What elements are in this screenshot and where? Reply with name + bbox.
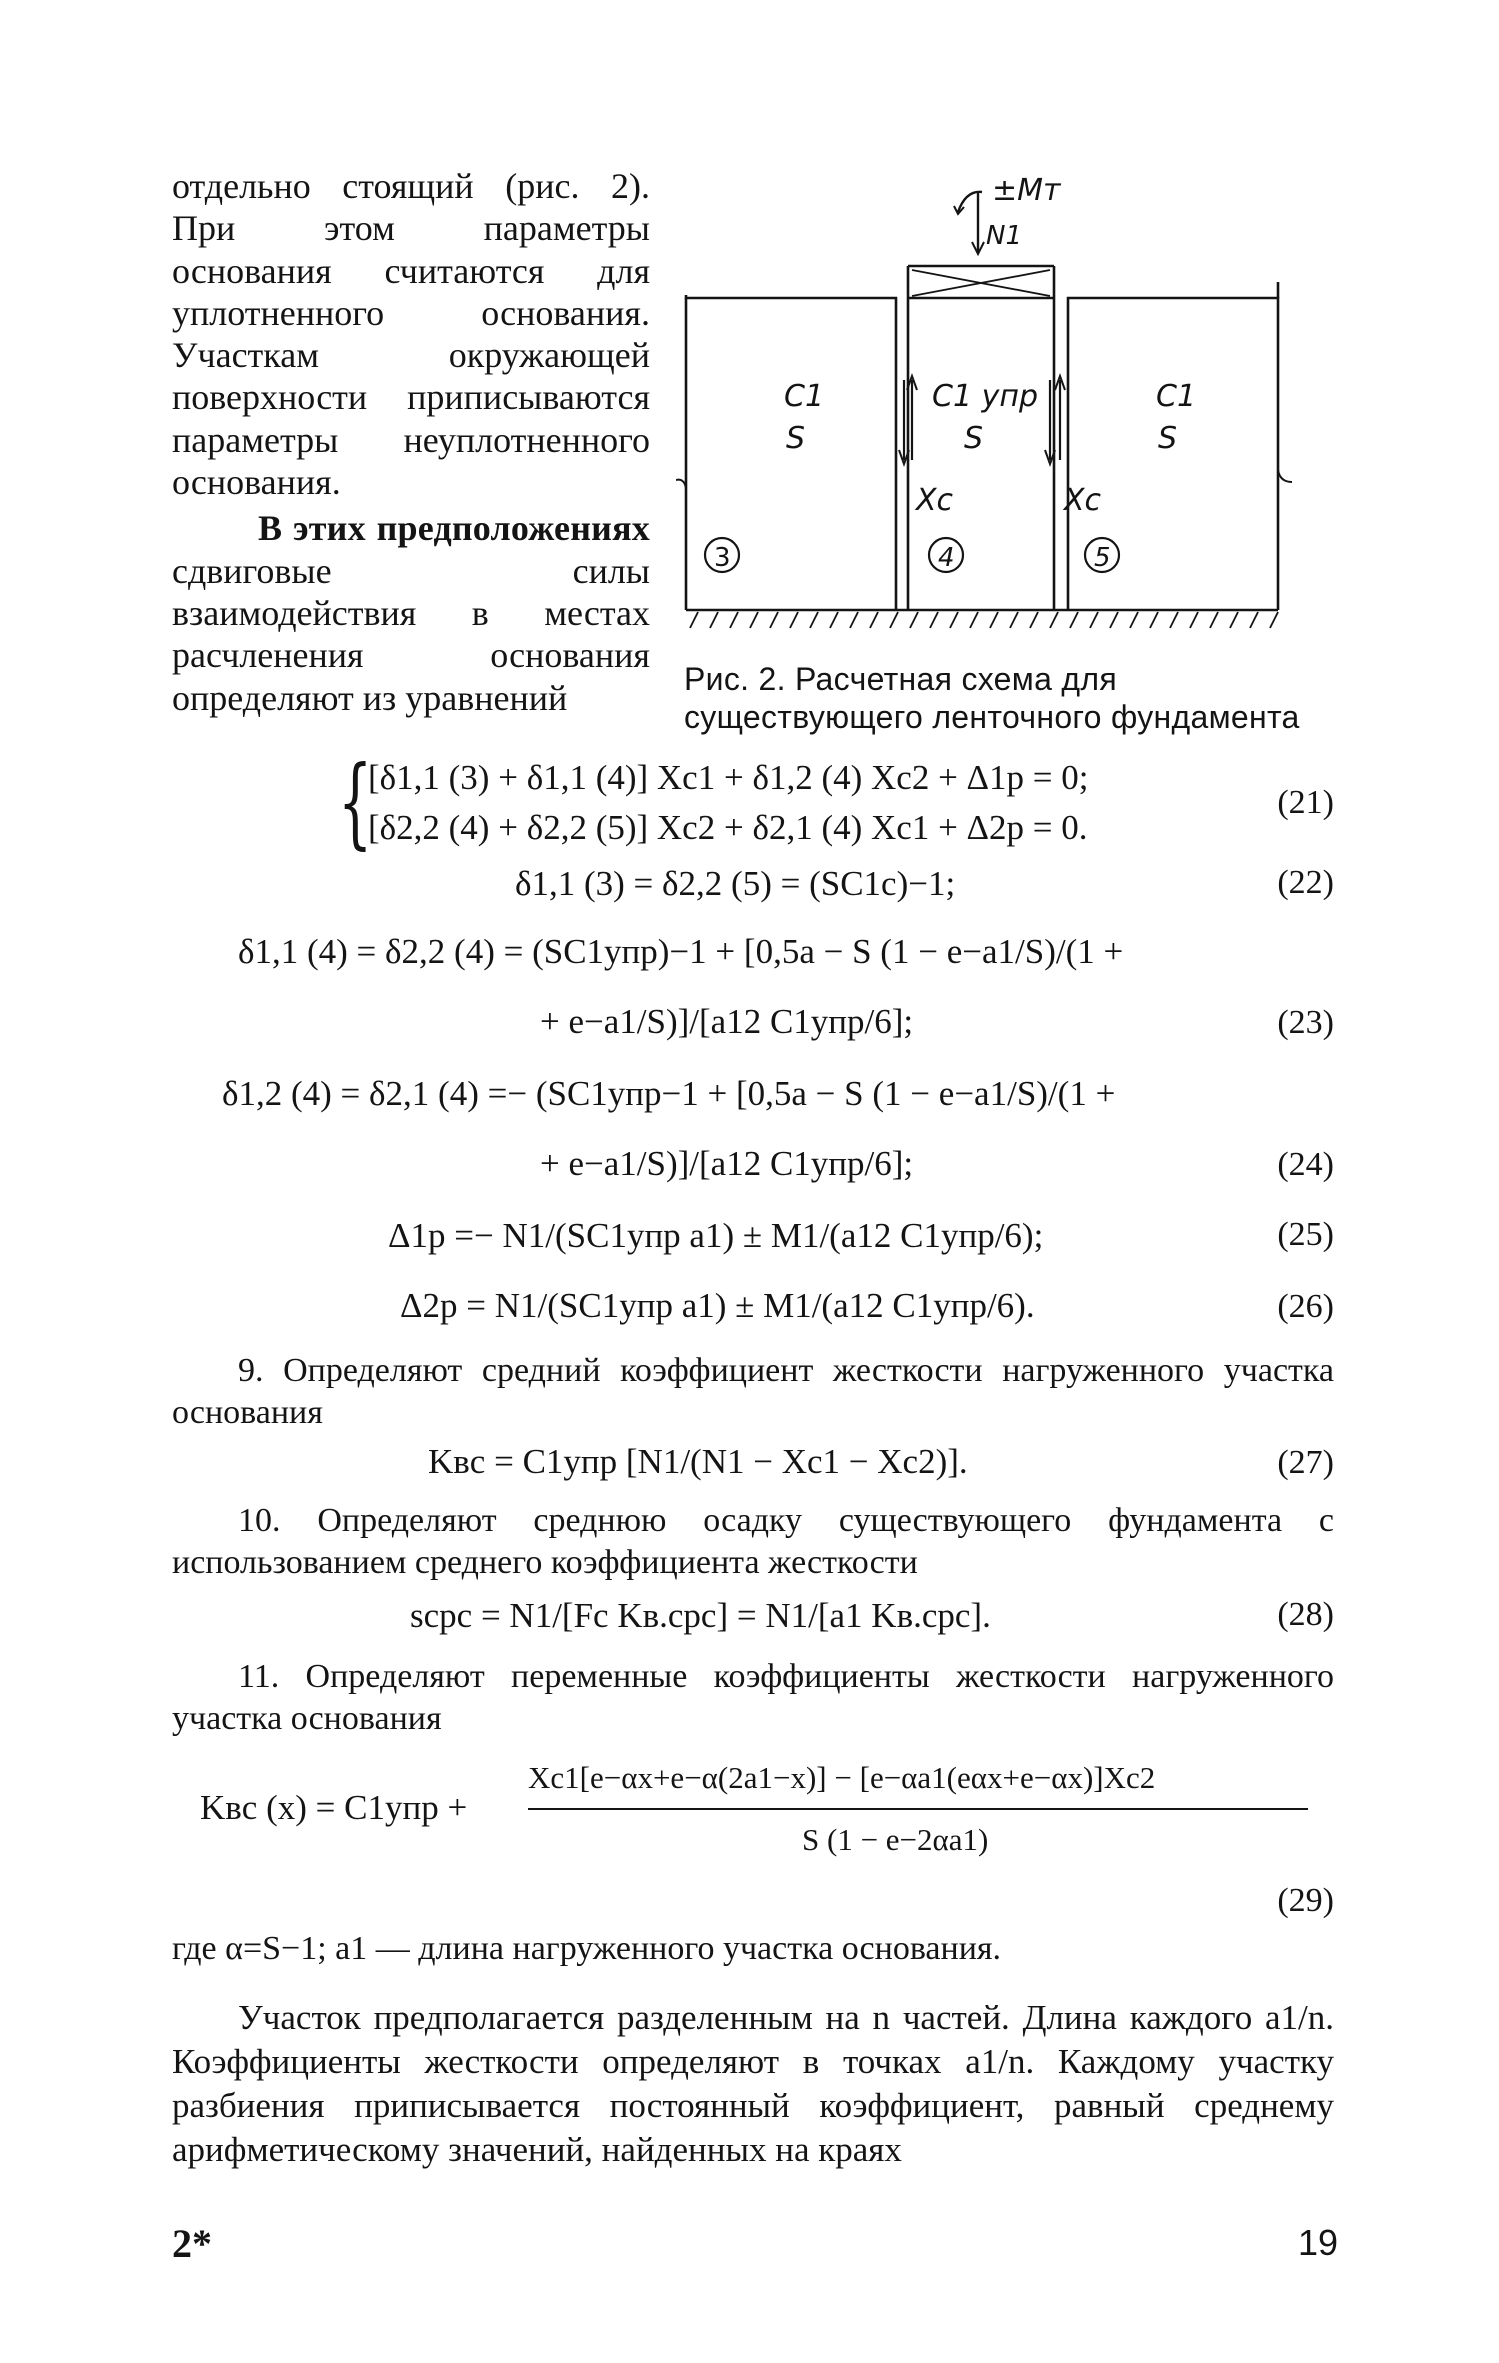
eq29-fraction-bar [528,1808,1308,1810]
eq23-line2: + e−a1/S)]/[a12 C1упр/6]; [540,1002,914,1041]
eq21-line1: [δ1,1 (3) + δ1,1 (4)] Xc1 + δ1,2 (4) Xc2 + Δ1p = 0; [368,758,1089,797]
eq24-number: (24) [1277,1146,1334,1183]
circle-label-4: 4 [938,543,955,573]
where-line [172,1928,1334,1970]
eq26: Δ2p = N1/(SC1упр a1) ± M1/(a12 C1упр/6). [400,1286,1035,1325]
item-10 [172,1500,1334,1584]
page-number: 19 [1298,2222,1339,2263]
eq22-number: (22) [1277,864,1334,901]
item-9-text: 9. Определяют средний коэффициент жесткости нагруженного участка основания [172,1352,1334,1431]
where-text: где α=S−1; a1 — длина нагруженного участка основания. [172,1930,1002,1967]
paragraph-1: отдельно стоящий (рис. 2). При этом параметры основания считаются для уплотненного основания. Участкам окружающей поверхности приписываются параметры неуплотненного основания. [172,166,650,503]
figure-caption: Рис. 2. Расчетная схема для существующего ленточного фундамента [684,661,1300,735]
item-10-text: 10. Определяют среднюю осадку существующего фундамента с использованием среднего коэффициента жесткости [172,1502,1334,1581]
moment-label: ±Mт [992,173,1061,208]
paragraph-2-bold: В этих предположениях [258,508,650,549]
item-11-text: 11. Определяют переменные коэффициенты жесткости нагруженного участка основания [172,1658,1334,1737]
eq29-number: (29) [1277,1882,1334,1919]
eq25-number: (25) [1277,1216,1334,1253]
eq29-denominator: S (1 − e−2αa1) [802,1822,989,1857]
eq21-line2: [δ2,2 (4) + δ2,2 (5)] Xc2 + δ2,1 (4) Xc1 + Δ2p = 0. [368,808,1088,847]
eq23-line1: δ1,1 (4) = δ2,2 (4) = (SC1упр)−1 + [0,5a − S (1 − e−a1/S)/(1 + [238,932,1124,971]
paragraph-2 [172,507,650,718]
last-paragraph-text: Участок предполагается разделенным на n частей. Длина каждого a1/n. Коэффициенты жесткости определяют в точках a1/n. Каждому участку разбиения приписывается постоянный коэффициент, равный среднему арифметическому значений, найденных на краях [172,1998,1334,2169]
left-column-text [172,165,650,719]
paragraph-2-rest: сдвиговые силы взаимодействия в местах расчленения основания определяют из уравнений [172,550,650,718]
eq24-line1: δ1,2 (4) = δ2,1 (4) =− (SC1упр−1 + [0,5a − S (1 − e−a1/S)/(1 + [222,1074,1116,1113]
eq22: δ1,1 (3) = δ2,2 (5) = (SC1c)−1; [515,864,956,903]
eq27-number: (27) [1277,1444,1334,1481]
signature-mark: 2* [172,2221,212,2266]
left-block-s: S [786,421,806,456]
eq26-number: (26) [1277,1288,1334,1325]
right-block-c: C1 [1156,379,1197,414]
eq29-numerator: Xc1[e−αx+e−α(2a1−x)] − [e−αa1(eαx+e−αx)]Xc2 [528,1760,1156,1795]
eq28: scpc = N1/[Fc Kв.cpc] = N1/[a1 Kв.cpc]. [410,1596,991,1635]
xc-right-label: Xc [1064,483,1102,518]
eq29-lhs: Kвc (x) = C1упр + [200,1788,468,1827]
circle-label-5: 5 [1094,543,1111,573]
eq21-number: (21) [1277,784,1334,821]
right-block-s: S [1158,421,1178,456]
eq27: Kвc = C1упр [N1/(N1 − Xc1 − Xc2)]. [428,1442,968,1481]
foundation-scheme-figure [676,170,1336,640]
item-11 [172,1656,1334,1740]
last-paragraph [172,1996,1334,2172]
mid-block-s: S [964,421,984,456]
mid-block-c: C1 упр [932,379,1038,414]
eq23-number: (23) [1277,1004,1334,1041]
circle-label-3: 3 [714,543,731,573]
force-label: N1 [986,221,1022,251]
eq28-number: (28) [1277,1596,1334,1633]
system-brace: { [338,746,373,860]
eq24-line2: + e−a1/S)]/[a12 C1упр/6]; [540,1144,914,1183]
eq25: Δ1p =− N1/(SC1упр a1) ± M1/(a12 C1упр/6); [388,1216,1044,1255]
left-block-c: C1 [784,379,825,414]
item-9 [172,1350,1334,1434]
xc-left-label: Xc [916,483,954,518]
